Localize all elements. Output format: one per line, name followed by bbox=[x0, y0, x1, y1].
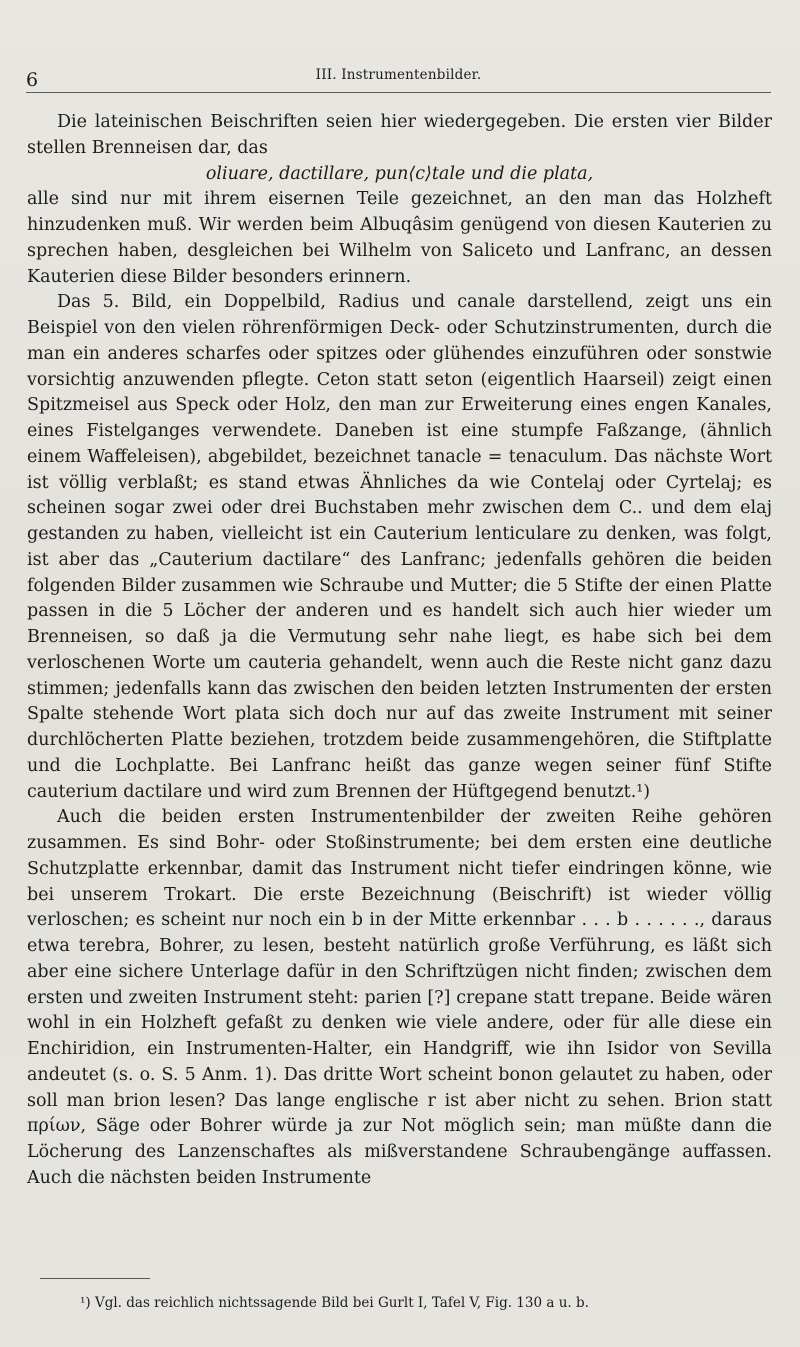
paragraph-1: Die lateinischen Beischriften seien hier wiedergegeben. Die ersten vier Bilder stellen Brenneisen dar, das bbox=[27, 112, 772, 158]
paragraph-2: Das 5. Bild, ein Doppelbild, Radius und canale darstellend, zeigt uns ein Beispiel von den vielen röhrenförmigen Deck- oder Schutzinstrumenten, durch die man ein anderes scharfes oder spitzes oder glühendes einzuführen oder sonstwie vorsichtig anzuwenden pflegte. Ceton statt seton (eigentlich Haarseil) zeigt einen Spitzmeisel aus Speck oder Holz, den man zur Erweiterung eines engen Kanales, eines Fistelganges verwendete. Daneben ist eine stumpfe Faßzange, (ähnlich einem Waffeleisen), abgebildet, bezeichnet tanacle = tenaculum. Das nächste Wort ist völlig verblaßt; es stand etwas Ähnliches da wie Contelaj oder Cyrtelaj; es scheinen sogar zwei oder drei Buchstaben mehr zwischen dem C.. und dem elaj gestanden zu haben, vielleicht ist ein Cauterium lenticulare zu denken, was folgt, ist aber das „Cauterium dactilare“ des Lanfranc; jedenfalls gehören die beiden folgenden Bilder zusammen wie Schraube und Mutter; die 5 Stifte der einen Platte passen in die 5 Löcher der anderen und es handelt sich auch hier wieder um Brenneisen, so daß ja die Vermutung sehr nahe liegt, es habe sich bei dem verloschenen Worte um cauteria gehandelt, wenn auch die Reste nicht ganz dazu stimmen; jedenfalls kann das zwischen den beiden letzten Instrumenten der ersten Spalte stehende Wort plata sich doch nur auf das zweite Instrument mit seiner durchlöcherten Platte beziehen, trotzdem beide zusammengehören, die Stiftplatte und die Lochplatte. Bei Lanfranc heißt das ganze wegen seiner fünf Stifte cauterium dactilare und wird zum Brennen der Hüftgegend benutzt.¹) bbox=[27, 292, 772, 802]
instrument-list-line: oliuare, dactillare, pun⟨c⟩tale und die plata, bbox=[205, 163, 594, 184]
paragraph-3: Auch die beiden ersten Instrumentenbilder der zweiten Reihe gehören zusammen. Es sind Bohr- oder Stoßinstrumente; bei dem ersten eine deutliche Schutzplatte erkennbar, damit das Instrument nicht tiefer eindringen könne, wie bei unserem Trokart. Die erste Bezeichnung (Beischrift) ist wieder völlig verloschen; es scheint nur noch ein b in der Mitte erkennbar . . . b . . . . . ., daraus etwa terebra, Bohrer, zu lesen, besteht natürlich große Verführung, es läßt sich aber eine sichere Unterlage dafür in den Schriftzügen nicht finden; zwischen dem ersten und zweiten Instrument steht: parien [?] crepane statt trepane. Beide wären wohl in ein Holzheft gefaßt zu denken wie viele andere, oder für alle diese ein Enchiridion, ein Instrumenten-Halter, ein Handgriff, wie ihn Isidor von Sevilla andeutet (s. o. S. 5 Anm. 1). Das dritte Wort scheint bonon gelautet zu haben, oder soll man brion lesen? Das lange englische r ist aber nicht zu sehen. Brion statt πρίων, Säge oder Bohrer würde ja zur Not möglich sein; man müßte dann die Löcherung des Lanzenschaftes als mißverstandene Schraubengänge auffassen. Auch die nächsten beiden Instrumente bbox=[27, 807, 772, 1188]
footnote: ¹) Vgl. das reichlich nichtssagende Bild bei Gurlt I, Tafel V, Fig. 130 a u. b. bbox=[80, 1295, 589, 1311]
page-number: 6 bbox=[26, 69, 39, 91]
footnote-divider bbox=[40, 1278, 150, 1279]
running-head: III. Instrumentenbilder. bbox=[315, 67, 482, 83]
body-text bbox=[27, 110, 772, 1192]
paragraph-1-continued: alle sind nur mit ihrem eisernen Teile gezeichnet, an den man das Holzheft hinzudenken muß. Wir werden beim Albuqâsim genügend von diesen Kauterien zu sprechen haben, desgleichen bei Wilhelm von Saliceto und Lanfranc, an dessen Kauterien diese Bilder besonders erinnern. bbox=[27, 189, 772, 287]
page-header bbox=[26, 62, 771, 93]
